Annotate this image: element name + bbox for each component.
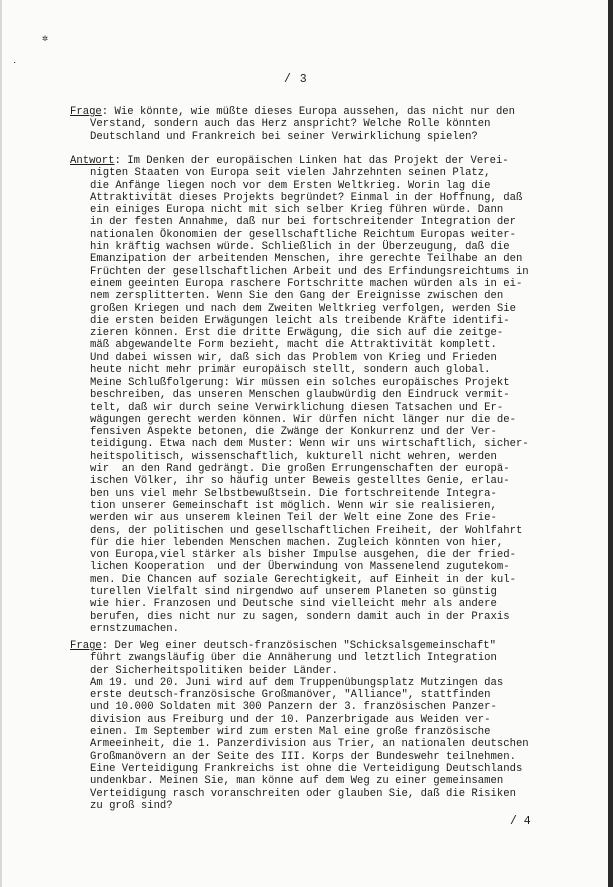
- next-page-marker: / 4: [510, 815, 531, 828]
- text-line: telt, daß wir durch seine Verwirklichung diesen Tatsachen und Er-: [90, 401, 504, 414]
- text-line: division aus Freiburg und der 10. Panzerbrigade aus Weiden ver-: [90, 713, 491, 726]
- margin-mark: ✲: [42, 34, 49, 45]
- text-line: zu groß sind?: [90, 799, 173, 812]
- text-line: beschreiben, das unseren Menschen glaubwürdig den Eindruck vermit-: [90, 389, 510, 402]
- text-line: undenkbar. Meinen Sie, man könne auf dem Weg zu einer gemeinsamen: [90, 775, 504, 788]
- text-line: der Sicherheitspolitiken beider Länder.: [90, 664, 338, 677]
- text-line: Armeeinheit, die 1. Panzerdivision aus Trier, an nationalen deutschen: [90, 738, 529, 751]
- text-line: heitspolitisch, wissenschaftlich, kukturell nicht wehren, werden: [90, 450, 497, 463]
- text-line: erste deutsch-französische Großmanöver, "Alliance", stattfinden: [90, 689, 491, 702]
- text-line: tion unserer Gemeinschaft ist möglich. Wenn wir sie realisieren,: [90, 499, 497, 512]
- text-line: Verteidigung rasch voranschreiten oder glauben Sie, daß die Risiken: [90, 787, 516, 800]
- text-line: Verstand, sondern auch das Herz anspricht? Welche Rolle könnten: [90, 118, 491, 131]
- text-line: und 10.000 Soldaten mit 300 Panzern der 3. französischen Panzer-: [90, 701, 497, 714]
- text-line: turellen Vielfalt sind nirgendwo auf unserem Planeten so günstig: [90, 586, 497, 599]
- text-line: Emanzipation der arbeitenden Menschen, ihre gerechte Teilhabe an den: [90, 253, 523, 266]
- text-line: ernstzumachen.: [90, 622, 180, 635]
- question-label: Frage: [70, 640, 102, 652]
- scan-left-edge: [0, 0, 2, 887]
- text-line: Eine Verteidigung Frankreichs ist ohne die Verteidigung Deutschlands: [90, 762, 523, 775]
- text-line: Frage: Wie könnte, wie müßte dieses Europa aussehen, das nicht nur den: [70, 106, 516, 118]
- text-line: führt zwangsläufig über die Annäherung und letztlich Integration: [90, 652, 497, 665]
- text-line: Am 19. und 20. Juni wird auf dem Truppenübungsplatz Mutzingen das: [90, 676, 504, 689]
- text-line: die Anfänge liegen noch vor dem Ersten Weltkrieg. Worin lag die: [90, 179, 491, 192]
- text-line: nationalen Ökonomien der gesellschaftliche Reichtum Europas weiter-: [90, 228, 516, 241]
- text-line: ischen Völker, ihr so häufig unter Beweis gestelltes Genie, erlau-: [90, 475, 510, 488]
- text-line: wägungen gerecht werden können. Wir dürfen nicht länger nur die de-: [90, 413, 516, 426]
- text-line: wie hier. Franzosen und Deutsche sind vielleicht mehr als andere: [90, 598, 497, 611]
- text-line: Antwort: Im Denken der europäischen Linken hat das Projekt der Verei-: [70, 155, 509, 167]
- text-line: einen. Im September wird zum ersten Mal eine große französische: [90, 726, 491, 739]
- answer-1: [70, 155, 605, 376]
- text-line: Und dabei wissen wir, daß sich das Problem von Krieg und Frieden: [90, 351, 497, 364]
- text-line: ein einiges Europa nicht mit sich selber Krieg führen würde. Dann: [90, 204, 504, 217]
- text-line: zieren können. Erst die dritte Erwägung, die sich auf die zeitge-: [90, 327, 504, 340]
- text-line: für die hier lebenden Menschen machen. Zugleich könnten von hier,: [90, 536, 504, 549]
- text-line: großen Kriegen und nach dem Zweiten Weltkrieg verfolgen, werden Sie: [90, 302, 516, 315]
- text-line: nem zersplitterten. Wenn Sie den Gang der Ereignisse zwischen den: [90, 290, 504, 303]
- text-line: von Europa,viel stärker als bisher Impulse ausgehen, die der fried-: [90, 549, 516, 562]
- text-line: men. Die Chancen auf soziale Gerechtigkeit, auf Einheit in der kul-: [90, 573, 516, 586]
- text-line: nigten Staaten von Europa seit vielen Jahrzehnten seinen Platz,: [90, 167, 491, 180]
- text-line: Deutschland und Frankreich bei seiner Verwirklichung spielen?: [90, 130, 478, 143]
- text-line: Großmanövern an der Seite des III. Korps der Bundeswehr teilnehmen.: [90, 750, 516, 763]
- text-line: werden wir aus unserem kleinen Teil der Welt eine Zone des Frie-: [90, 512, 497, 525]
- text-line: lichen Kooperation und der Überwindung von Massenelend zugutekom-: [90, 561, 510, 574]
- text-line: einem geeinten Europa raschere Fortschritte machen würden als in ei-: [90, 277, 523, 290]
- page-number: / 3: [284, 73, 308, 86]
- margin-mark: ․: [13, 56, 17, 67]
- scan-right-edge: [608, 0, 613, 887]
- paragraph-2: [70, 377, 605, 635]
- text-line: Früchten der gesellschaftlichen Arbeit und des Erfindungsreichtums in: [90, 265, 529, 278]
- question-label: Frage: [70, 106, 102, 118]
- text-line: Meine Schlußfolgerung: Wir müssen ein solches europäisches Projekt: [90, 377, 510, 389]
- text-line: die ersten beiden Erwägungen leicht als treibende Kräfte identifi-: [90, 314, 510, 327]
- text-line: Frage: Der Weg einer deutsch-französischen "Schicksalsgemeinschaft": [70, 640, 496, 652]
- text-line: Attraktivität dieses Projekts begründet? Einmal in der Hoffnung, daß: [90, 191, 523, 204]
- text-line: berufen, dies nicht nur zu sagen, sondern damit auch in der Praxis: [90, 610, 510, 623]
- question-1: [70, 106, 605, 143]
- text-line: mäß abgewandelte Form bezieht, macht die Attraktivität komplett.: [90, 339, 497, 352]
- text-line: teidigung. Etwa nach dem Muster: Wenn wir uns wirtschaftlich, sicher-: [90, 438, 529, 451]
- text-line: in der festen Annahme, daß nur bei fortschreitender Integration der: [90, 216, 516, 229]
- text-line: hin kräftig wachsen würde. Schließlich in der Überzeugung, daß die: [90, 241, 510, 254]
- text-line: wir an den Rand gedrängt. Die großen Errungenschaften der europä-: [90, 463, 510, 476]
- text-line: ben uns viel mehr Selbstbewußtsein. Die fortschreitende Integra-: [90, 487, 497, 500]
- answer-label: Antwort: [70, 155, 115, 167]
- text-line: heute nicht mehr primär europäisch stellt, sondern auch global.: [90, 364, 491, 377]
- question-2: [70, 640, 605, 812]
- text-line: dens, der politischen und gesellschaftlichen Freiheit, der Wohlfahrt: [90, 524, 523, 537]
- text-line: fensiven Aspekte betonen, die Zwänge der Konkurrenz und der Ver-: [90, 426, 497, 439]
